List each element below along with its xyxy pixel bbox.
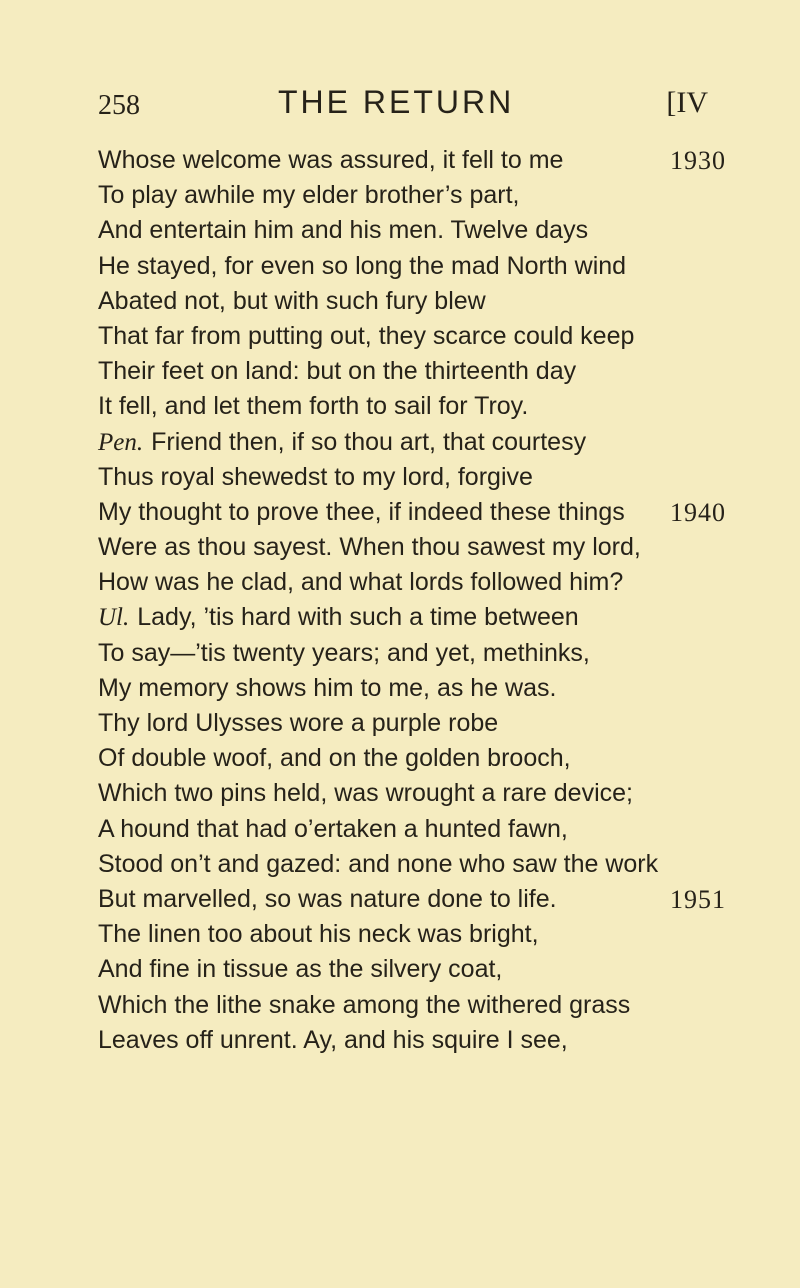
verse-line — [98, 1023, 718, 1058]
verse-line — [98, 213, 718, 248]
line-number: 1930 — [670, 146, 726, 175]
verse-line — [98, 988, 718, 1023]
section-marker: [IV — [666, 86, 708, 119]
verse-line-text: Abated not, but with such fury blew — [98, 286, 486, 315]
verse-line — [98, 530, 718, 565]
verse-line — [98, 917, 718, 952]
verse-line-text: A hound that had o’ertaken a hunted fawn, — [98, 814, 568, 843]
line-number: 1951 — [670, 884, 726, 914]
verse-line — [98, 636, 718, 671]
verse-line — [98, 847, 718, 882]
verse-line — [98, 389, 718, 424]
verse-line — [98, 460, 718, 495]
verse-line — [98, 812, 718, 847]
verse-line-text: How was he clad, and what lords followed him? — [98, 568, 624, 597]
page-number: 258 — [98, 90, 140, 121]
verse-line-text: But marvelled, so was nature done to life. — [98, 884, 557, 913]
verse-line-text: Lady, ’tis hard with such a time between — [137, 603, 579, 632]
verse-line-text: Were as thou sayest. When thou sawest my lord, — [98, 533, 641, 562]
verse-line — [98, 600, 718, 635]
verse-line — [98, 495, 726, 530]
verse-line-text: Friend then, if so thou art, that courtesy — [151, 427, 587, 456]
verse-line — [98, 425, 718, 460]
verse-line — [98, 952, 718, 987]
verse-line-text: It fell, and let them forth to sail for Troy. — [98, 392, 529, 421]
verse-line-text: My thought to prove thee, if indeed these things — [98, 497, 625, 526]
verse-line-text: Thy lord Ulysses wore a purple robe — [98, 709, 499, 737]
line-number: 1940 — [670, 497, 726, 527]
verse-line — [98, 319, 718, 354]
verse-line-text: Which two pins held, was wrought a rare device; — [98, 779, 633, 808]
verse-line — [98, 178, 718, 213]
running-head — [98, 84, 708, 128]
verse-line — [98, 671, 718, 706]
verse-line — [98, 741, 718, 776]
verse-line-text: Stood on’t and gazed: and none who saw the work — [98, 849, 659, 878]
verse-line-text: And entertain him and his men. Twelve days — [98, 216, 589, 245]
verse-line — [98, 882, 726, 917]
speaker-label: Ul. — [98, 604, 130, 632]
verse-line — [98, 706, 718, 741]
verse-line-text: Their feet on land: but on the thirteenth day — [98, 357, 577, 386]
verse-text — [98, 143, 726, 1058]
speaker-label: Pen. — [98, 428, 144, 456]
verse-line — [98, 143, 726, 178]
verse-line — [98, 565, 718, 600]
verse-line-text: Leaves off unrent. Ay, and his squire I see, — [98, 1025, 568, 1054]
verse-line — [98, 284, 718, 319]
running-title: THE RETURN — [278, 84, 515, 120]
verse-line-text: Thus royal shewedst to my lord, forgive — [98, 462, 533, 491]
verse-line-text: My memory shows him to me, as he was. — [98, 673, 557, 702]
verse-line-text: To play awhile my elder brother’s part, — [98, 181, 520, 210]
verse-line-text: And fine in tissue as the silvery coat, — [98, 955, 503, 984]
verse-line-text: He stayed, for even so long the mad North wind — [98, 251, 627, 280]
verse-line — [98, 249, 718, 284]
verse-line — [98, 354, 718, 389]
verse-line-text: Whose welcome was assured, it fell to me — [98, 146, 564, 174]
verse-line-text: The linen too about his neck was bright, — [98, 920, 539, 949]
verse-line-text: That far from putting out, they scarce could keep — [98, 321, 635, 350]
verse-line — [98, 776, 718, 811]
verse-line-text: To say—’tis twenty years; and yet, methinks, — [98, 638, 590, 667]
verse-line-text: Of double woof, and on the golden brooch, — [98, 744, 571, 773]
verse-line-text: Which the lithe snake among the withered grass — [98, 990, 631, 1019]
